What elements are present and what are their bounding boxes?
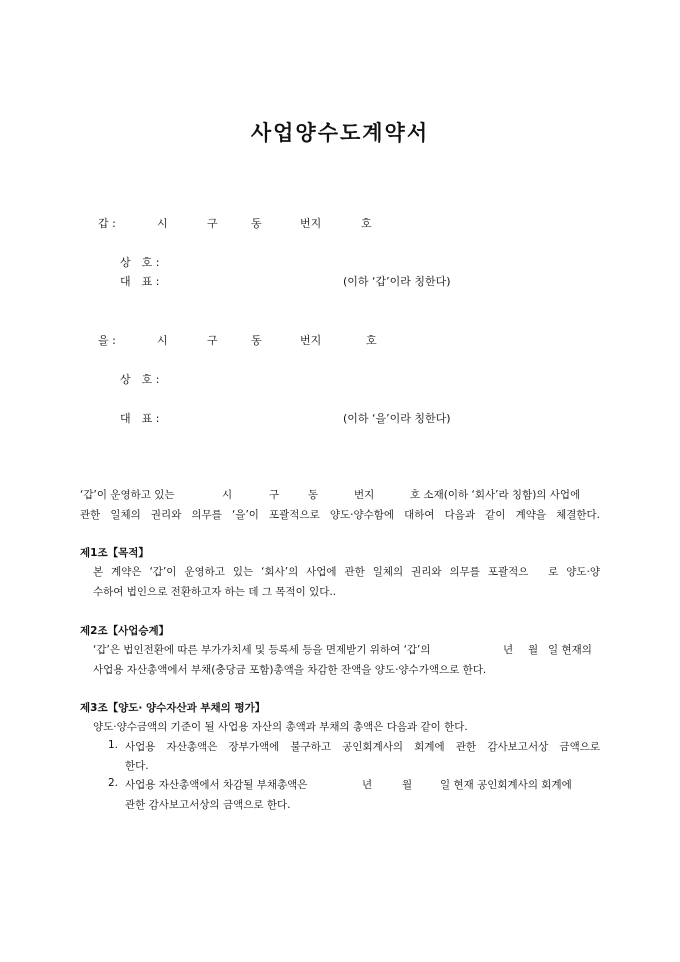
party-a-dong: 동 [251, 217, 262, 230]
article-1-heading: 제1조【목적】 [80, 547, 149, 559]
article-1-line2: 수하여 법인으로 전환하고자 하는 데 그 목적이 있다.. [93, 586, 337, 598]
party-a-district: 구 [207, 217, 218, 230]
article-3-item-2-month: 월 [402, 779, 413, 791]
article-1-line1: 본 계약은 ‘갑’이 운영하고 있는 ‘회사’의 사업에 관한 일체의 권리와 의무를 포괄적으 로 양도·양 [93, 566, 600, 578]
intro-lot: 번지 [354, 489, 375, 501]
intro-district: 구 [269, 489, 280, 501]
article-3-lead: 양도·양수금액의 기준이 될 사업용 자산의 총액과 부채의 총액은 다음과 같이 한다. [93, 721, 468, 733]
document-title: 사업양수도계약서 [250, 121, 430, 145]
article-2-heading: 제2조【사업승계】 [80, 625, 170, 637]
party-b-alias: (이하 ‘을’이라 칭한다) [343, 412, 451, 425]
intro-line1-suffix: 호 소재(이하 ‘회사’라 칭함)의 사업에 [410, 489, 581, 501]
article-2-line2: 사업용 자산총액에서 부채(충당금 포함)총액을 차감한 잔액을 양도·양수가액으로 한다. [93, 664, 487, 676]
article-3-item-2-line2: 관한 감사보고서상의 금액으로 한다. [125, 799, 291, 811]
party-b-name-label: 상 호 : [120, 373, 160, 386]
party-b-label: 을 : [98, 334, 116, 347]
article-2-year: 년 [503, 644, 514, 656]
article-3-item-1-line1: 사업용 자산총액은 장부가액에 불구하고 공인회계사의 회계에 관한 감사보고서상 금액으로 [125, 741, 600, 753]
party-b-lot: 번지 [300, 334, 322, 347]
party-a-city: 시 [157, 217, 168, 230]
party-b-city: 시 [157, 334, 168, 347]
article-2-month: 월 [528, 644, 539, 656]
intro-city: 시 [222, 489, 233, 501]
intro-line1-prefix: ‘갑’이 운영하고 있는 [80, 489, 175, 501]
intro-dong: 동 [308, 489, 319, 501]
party-b-rep-label: 대 표 : [120, 412, 160, 425]
article-2-line1-prefix: ‘갑’은 법인전환에 따른 부가가치세 및 등록세 등을 면제받기 위하여 ‘갑’의 [93, 644, 431, 656]
party-b-ho: 호 [366, 334, 377, 347]
party-a-alias: (이하 ‘갑’이라 칭한다) [343, 275, 451, 288]
intro-line2: 관한 일체의 권리와 의무를 ‘을’이 포괄적으로 양도·양수함에 대하여 다음과 같이 계약을 체결한다. [80, 509, 600, 521]
article-3-item-2-number: 2. [108, 777, 119, 789]
article-2-day: 일 현재의 [548, 644, 592, 656]
article-3-item-1-number: 1. [108, 739, 119, 751]
party-b-district: 구 [207, 334, 218, 347]
party-a-lot: 번지 [300, 217, 322, 230]
article-3-item-1-line2: 한다. [125, 760, 149, 772]
party-b-dong: 동 [251, 334, 262, 347]
party-a-ho: 호 [361, 217, 372, 230]
party-a-name-label: 상 호 : [120, 256, 160, 269]
article-3-item-2-year: 년 [362, 779, 373, 791]
party-a-rep-label: 대 표 : [120, 275, 160, 288]
party-a-label: 갑 : [98, 217, 116, 230]
article-3-item-2-day: 일 현재 공인회계사의 회계에 [440, 779, 572, 791]
article-3-item-2-line1-prefix: 사업용 자산총액에서 차감될 부채총액은 [125, 779, 308, 791]
article-3-heading: 제3조【양도· 양수자산과 부채의 평가】 [80, 702, 266, 714]
